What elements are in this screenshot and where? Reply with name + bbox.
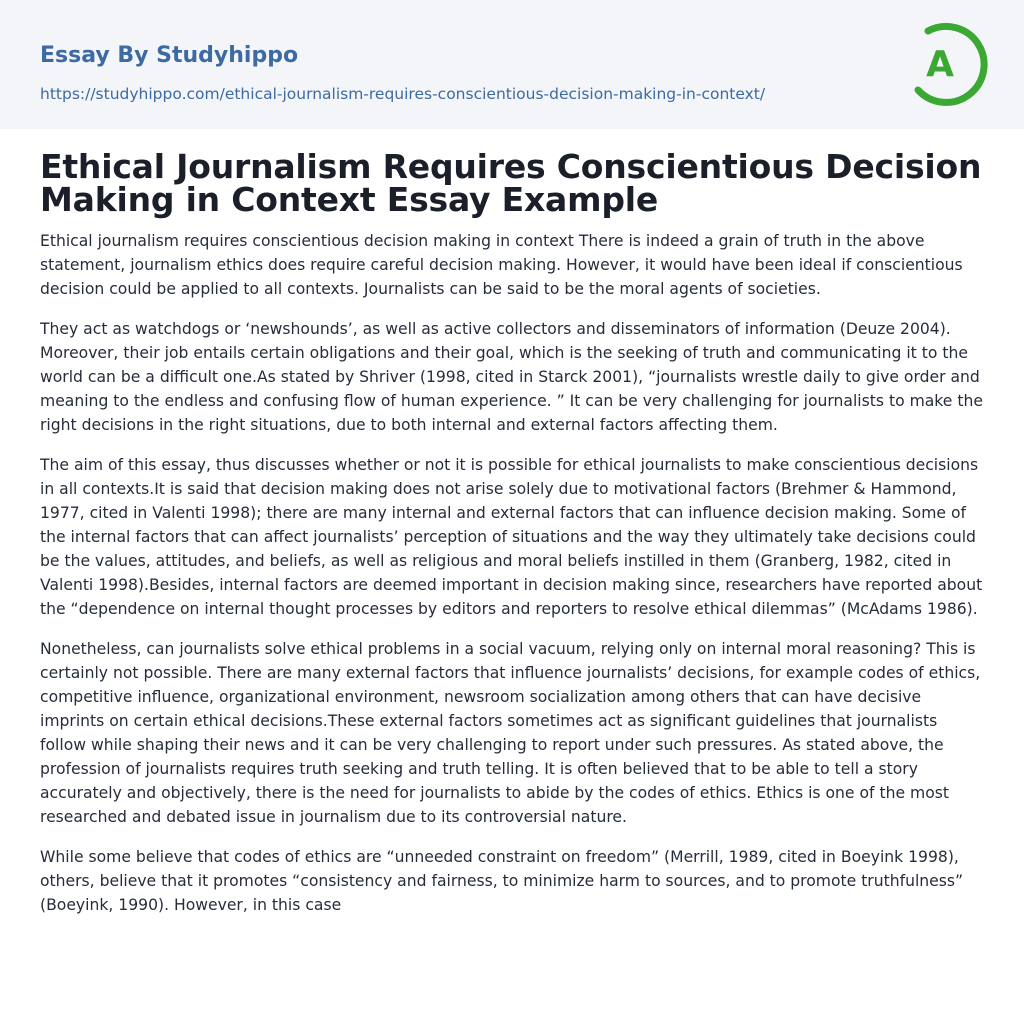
article-paragraph-2: They act as watchdogs or ‘newshounds’, as well as active collectors and disseminators of information (Deuze 2004). Moreover, their job entails certain obligations and their goal, which is the seeking of truth and communicating it to the world can be a difficult one.As stated by Shriver (1998, cited in Starck 2001), “journalists wrestle daily to give order and meaning to the endless and confusing flow of human experience. ” It can be very challenging for journalists to make the right decisions in the right situations, due to both internal and external factors affecting them. [40,320,983,434]
logo-ring-icon [910,18,988,106]
site-header [0,0,1024,129]
logo-letter: A [926,44,954,85]
article-paragraph-4: Nonetheless, can journalists solve ethical problems in a social vacuum, relying only on internal moral reasoning? This is certainly not possible. There are many external factors that influence journalists’ decisions, for example codes of ethics, competitive influence, organizational environment, newsroom socialization among others that can have decisive imprints on certain ethical decisions.These external factors sometimes act as significant guidelines that journalists follow while shaping their news and it can be very challenging to report under such pressures. As stated above, the profession of journalists requires truth seeking and truth telling. It is often believed that to be able to tell a story accurately and objectively, there is the need for journalists to abide by the codes of ethics. Ethics is one of the most researched and debated issue in journalism due to its controversial nature. [40,640,981,826]
article-paragraph-1: Ethical journalism requires conscientious decision making in context There is indeed a grain of truth in the above statement, journalism ethics does require careful decision making. However, it would have been ideal if conscientious decision could be applied to all contexts. Journalists can be said to be the moral agents of societies. [40,232,963,298]
article-title: Ethical Journalism Requires Conscientious Decision Making in Context Essay Example [40,147,982,219]
article-paragraph-5: While some believe that codes of ethics are “unneeded constraint on freedom” (Merrill, 1989, cited in Boeyink 1998), others, believe that it promotes “consistency and fairness, to minimize harm to sources, and to promote truthfulness” (Boeyink, 1990). However, in this case [40,848,964,914]
site-name[interactable]: Essay By Studyhippo [40,43,299,68]
article-body [40,229,986,933]
article-url-link[interactable]: https://studyhippo.com/ethical-journalism-requires-conscientious-decision-making-in-context/ [40,85,766,103]
studyhippo-logo[interactable] [910,18,988,106]
article-paragraph-3: The aim of this essay, thus discusses whether or not it is possible for ethical journalists to make conscientious decisions in all contexts.It is said that decision making does not arise solely due to motivational factors (Brehmer & Hammond, 1977, cited in Valenti 1998); there are many internal and external factors that can influence decision making. Some of the internal factors that can affect journalists’ perception of situations and the way they ultimately take decisions could be the values, attitudes, and beliefs, as well as religious and moral beliefs instilled in them (Granberg, 1982, cited in Valenti 1998).Besides, internal factors are deemed important in decision making since, researchers have reported about the “dependence on internal thought processes by editors and reporters to resolve ethical dilemmas” (McAdams 1986). [40,456,983,618]
